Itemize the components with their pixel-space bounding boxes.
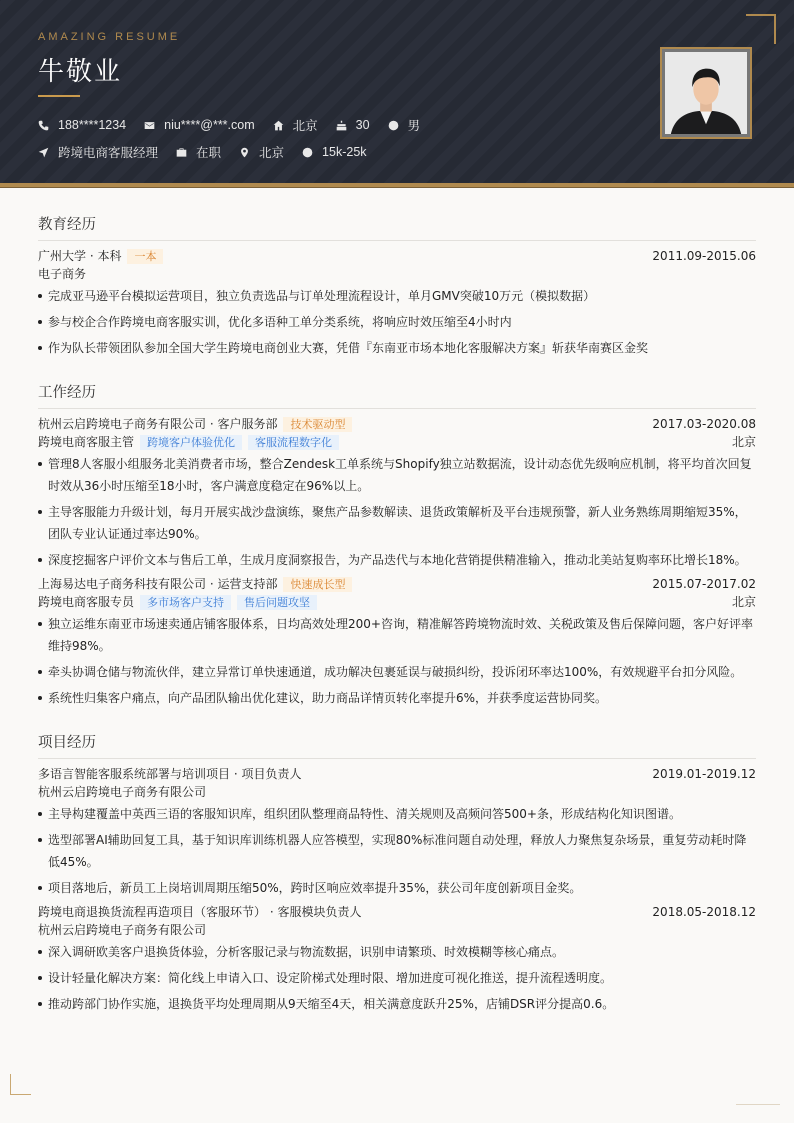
list-item: 推动跨部门协作实施，退换货平均处理周期从9天缩至4天，相关满意度跃升25%，店铺DSR评分提高0.6。 — [38, 993, 756, 1015]
project-item — [38, 765, 756, 899]
gender-icon — [388, 120, 399, 131]
target-job-item — [38, 143, 158, 161]
mail-icon — [144, 120, 155, 131]
phone-text: 188****1234 — [58, 118, 127, 132]
location-text: 北京 — [259, 146, 285, 160]
salary-text: 15k-25k — [322, 145, 367, 159]
briefcase-icon — [176, 147, 187, 158]
skill-tag: 跨境客户体验优化 — [140, 435, 242, 450]
work-city: 北京 — [731, 435, 756, 449]
work-left — [38, 415, 352, 433]
project-header — [38, 765, 756, 783]
work-bullets — [38, 453, 756, 571]
job-role: 跨境电商客服专员 — [38, 595, 135, 609]
project-name: 跨境电商退换货流程再造项目（客服环节） · 客服模块负责人 — [38, 905, 362, 919]
work-section — [38, 373, 756, 709]
work-date: 2015.07-2017.02 — [652, 577, 756, 591]
hometown-text: 北京 — [292, 119, 318, 133]
section-title: 工作经历 — [38, 373, 756, 409]
email-text: niu****@***.com — [164, 118, 255, 132]
job-role: 跨境电商客服主管 — [38, 435, 135, 449]
project-bullets — [38, 941, 756, 1015]
location-item — [239, 143, 284, 161]
education-left — [38, 247, 163, 265]
list-item: 主导构建覆盖中英西三语的客服知识库，组织团队整理商品特性、清关规则及高频问答500+条，形成结构化知识图谱。 — [38, 803, 756, 825]
company-name: 上海易达电子商务科技有限公司 · 运营支持部 — [38, 577, 278, 591]
education-date: 2011.09-2015.06 — [652, 249, 756, 263]
list-item: 完成亚马逊平台模拟运营项目，独立负责选品与订单处理流程设计，单月GMV突破10万元（模拟数据） — [38, 285, 756, 307]
work-header — [38, 575, 756, 593]
list-item: 深度挖掘客户评价文本与售后工单，生成月度洞察报告，为产品迭代与本地化营销提供精准输入，推动北美站复购率环比增长18%。 — [38, 549, 756, 571]
list-item: 项目落地后，新员工上岗培训周期压缩50%，跨时区响应效率提升35%，获公司年度创新项目金奖。 — [38, 877, 756, 899]
home-icon — [273, 120, 284, 131]
target-job-text: 跨境电商客服经理 — [58, 146, 159, 160]
work-date: 2017.03-2020.08 — [652, 417, 756, 431]
email-item — [144, 118, 255, 132]
role-left — [38, 593, 317, 611]
work-city: 北京 — [731, 595, 756, 609]
work-item — [38, 415, 756, 571]
person-portrait-icon — [665, 52, 747, 134]
project-header — [38, 903, 756, 921]
skill-tag: 售后问题攻坚 — [237, 595, 317, 610]
education-header — [38, 247, 756, 265]
list-item: 系统性归集客户痛点，向产品团队输出优化建议，助力商品详情页转化率提升6%，并获季度运营协同奖。 — [38, 687, 756, 709]
corner-ornament — [746, 14, 776, 44]
send-icon — [38, 147, 49, 158]
job-row — [38, 143, 385, 161]
hometown-item — [273, 116, 318, 134]
phone-item — [38, 118, 126, 132]
project-name: 多语言智能客服系统部署与培训项目 · 项目负责人 — [38, 767, 302, 781]
list-item: 参与校企合作跨境电商客服实训，优化多语种工单分类系统，将响应时效压缩至4小时内 — [38, 311, 756, 333]
resume-body — [38, 205, 756, 1029]
project-bullets — [38, 803, 756, 899]
project-date: 2019.01-2019.12 — [652, 767, 756, 781]
avatar-image — [665, 52, 747, 134]
list-item: 独立运维东南亚市场速卖通店铺客服体系，日均高效处理200+咨询，精准解答跨境物流时效、关税政策及售后保障问题，客户好评率维持98%。 — [38, 613, 756, 657]
corner-ornament — [10, 1074, 31, 1095]
gender-item — [388, 116, 421, 134]
list-item: 选型部署AI辅助回复工具，基于知识库训练机器人应答模型，实现80%标准问题自动处理，释放人力聚焦复杂场景，重复劳动耗时降低45%。 — [38, 829, 756, 873]
major: 电子商务 — [38, 267, 87, 281]
avatar — [660, 47, 752, 139]
work-item — [38, 575, 756, 709]
company-badge: 快速成长型 — [283, 577, 352, 592]
list-item: 管理8人客服小组服务北美消费者市场，整合Zendesk工单系统与Shopify独立站数据流，设计动态优先级响应机制，将平均首次回复时效从36小时压缩至18小时，客户满意度稳定在96%以上。 — [38, 453, 756, 497]
status-text: 在职 — [196, 146, 222, 160]
company-name: 杭州云启跨境电子商务有限公司 · 客户服务部 — [38, 417, 278, 431]
cake-icon — [336, 120, 347, 131]
role-left — [38, 433, 339, 451]
list-item: 深入调研欧美客户退换货体验，分析客服记录与物流数据，识别申请繁琐、时效模糊等核心痛点。 — [38, 941, 756, 963]
location-pin-icon — [239, 147, 250, 158]
work-bullets — [38, 613, 756, 709]
skill-tag: 客服流程数字化 — [248, 435, 339, 450]
skill-tag: 多市场客户支持 — [140, 595, 231, 610]
age-item — [336, 118, 370, 132]
education-section — [38, 205, 756, 359]
list-item: 作为队长带领团队参加全国大学生跨境电商创业大赛，凭借『东南亚市场本地化客服解决方案』斩获华南赛区金奖 — [38, 337, 756, 359]
footer-divider — [736, 1104, 780, 1105]
phone-icon — [38, 120, 49, 131]
company-badge: 技术驱动型 — [283, 417, 352, 432]
salary-item — [302, 145, 366, 159]
list-item: 牵头协调仓储与物流伙伴，建立异常订单快速通道，成功解决包裹延误与破损纠纷，投诉闭环率达100%，有效规避平台扣分风险。 — [38, 661, 756, 683]
project-company: 杭州云启跨境电子商务有限公司 — [38, 785, 207, 799]
contact-row — [38, 116, 438, 134]
project-company: 杭州云启跨境电子商务有限公司 — [38, 923, 207, 937]
section-title: 项目经历 — [38, 723, 756, 759]
header-divider — [0, 187, 794, 188]
project-item — [38, 903, 756, 1015]
role-row — [38, 433, 756, 451]
section-title: 教育经历 — [38, 205, 756, 241]
header-banner — [0, 0, 794, 187]
candidate-name: 牛敬业 — [38, 57, 123, 87]
education-bullets — [38, 285, 756, 359]
work-left — [38, 575, 352, 593]
list-item: 设计轻量化解决方案：简化线上申请入口、设定阶梯式处理时限、增加进度可视化推送，提升流程透明度。 — [38, 967, 756, 989]
name-underline — [38, 95, 80, 97]
role-row — [38, 593, 756, 611]
list-item: 主导客服能力升级计划，每月开展实战沙盘演练，聚焦产品参数解读、退货政策解析及平台违规预警，新人业务熟练周期缩短35%，团队专业认证通过率达90%。 — [38, 501, 756, 545]
status-item — [176, 143, 221, 161]
gender-text: 男 — [407, 119, 421, 133]
project-section — [38, 723, 756, 1015]
school-name: 广州大学 · 本科 — [38, 249, 122, 263]
school-badge: 一本 — [127, 249, 163, 264]
resume-tag: AMAZING RESUME — [38, 31, 181, 43]
work-header — [38, 415, 756, 433]
age-text: 30 — [355, 118, 370, 132]
education-item — [38, 247, 756, 359]
money-icon — [302, 147, 313, 158]
project-date: 2018.05-2018.12 — [652, 905, 756, 919]
